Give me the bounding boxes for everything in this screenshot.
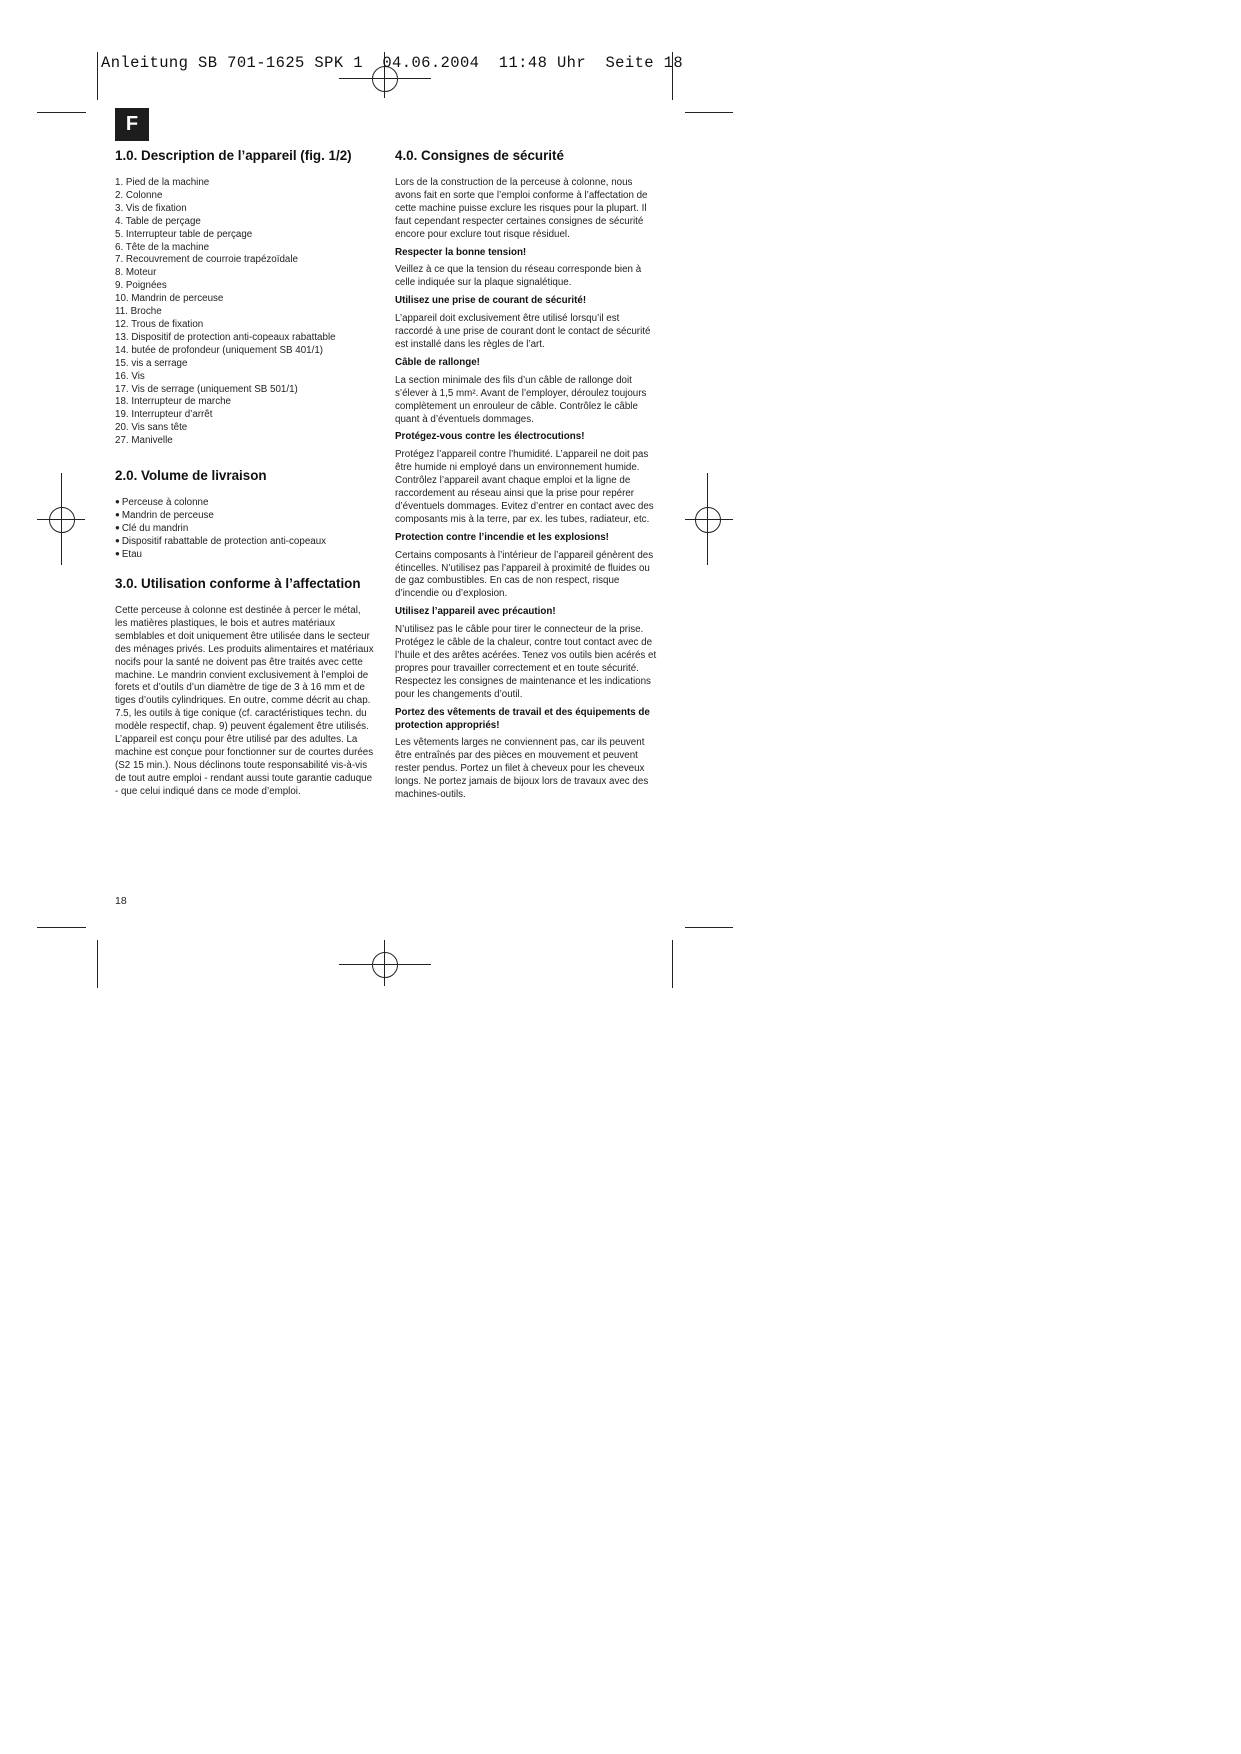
description-list-item: 19. Interrupteur d’arrêt [115, 409, 213, 421]
registration-mark-left-v [61, 473, 62, 565]
safety-paragraph: Protégez l’appareil contre l’humidité. L’appareil ne doit pas être humide ni employé dans un environnement humide. Contrôlez l’appareil avant chaque emploi et la ligne de raccordement au réseau ainsi que la prise pour repérer d’éventuels dommages. Evitez d’entrer en contact avec des composants mis à la terre, par ex. les tubes, radiateur, etc. [395, 449, 654, 525]
description-list-item: 27. Manivelle [115, 435, 173, 447]
delivery-list-item: ● Mandrin de perceuse [115, 510, 375, 523]
description-list-item: 12. Trous de fixation [115, 318, 204, 330]
language-tab: F [115, 108, 149, 141]
description-list-item: 1. Pied de la machine [115, 177, 210, 188]
safety-subheading: Respecter la bonne tension! [395, 246, 527, 258]
page-number: 18 [115, 895, 127, 907]
registration-mark-top-h [339, 78, 431, 79]
description-list-container [115, 177, 375, 448]
safety-paragraph: L’appareil doit exclusivement être utilisé lorsqu’il est raccordé à une prise de courant dont le contact de sécurité est installé dans les règles de l’art. [395, 313, 651, 350]
safety-intro: Lors de la construction de la perceuse à colonne, nous avons fait en sorte que l’emploi conforme à l’affectation de cette machine puisse exclure les risques pour la plupart. Il faut cependant respecter certaines consignes de sécurité encore pour exclure tout risque résiduel. [395, 177, 648, 240]
section-title-safety: 4.0. Consignes de sécurité [395, 148, 564, 163]
safety-subheading: Protection contre l’incendie et les explosions! [395, 531, 609, 543]
description-list-item: 8. Moteur [115, 267, 157, 279]
safety-text-block [395, 177, 657, 807]
safety-paragraph: Certains composants à l’intérieur de l’appareil génèrent des étincelles. N’utilisez pas l’appareil à proximité de fluides ou de gaz combustibles. En cas de non respect, risque d’incendie ou d’explosion. [395, 549, 654, 600]
safety-subheading: Utilisez l’appareil avec précaution! [395, 606, 556, 618]
section-title-delivery: 2.0. Volume de livraison [115, 468, 267, 483]
delivery-list-container [115, 497, 375, 562]
crop-mark-bottom-right-horizontal [685, 927, 733, 928]
description-list-item: 5. Interrupteur table de perçage [115, 228, 253, 240]
description-list [115, 177, 375, 448]
description-list-item: 2. Colonne [115, 189, 163, 201]
usage-paragraph: Cette perceuse à colonne est destinée à percer le métal, les matières plastiques, le bois et autres matériaux semblables et doit uniquement être utilisée dans le secteur des ménages privés. Les produits alimentaires et matériaux nocifs pour la santé ne doivent pas être traités avec cette machine. Le mandrin convient exclusivement à l’emploi de forets et d’outils d’un diamètre de tige de 3 à 16 mm et de tiges d’outils cylindriques. En outre, comme décrit au chap. 7.5, les outils à tige conique (cf. caractéristiques techn. du modèle respectif, chap. 9) peuvent également être utilisés. L’appareil est conçu pour être utilisé par des adultes. La machine est conçue pour fonctionner sur de courtes durées (S2 15 min.). Nous déclinons toute responsabilité vis-à-vis de tout autre emploi - rendant aussi toute garantie caduque - que celui indiqué dans ce mode d’emploi. [115, 605, 374, 797]
delivery-list [115, 497, 375, 562]
description-list-item: 17. Vis de serrage (uniquement SB 501/1) [115, 383, 298, 395]
description-list-item: 4. Table de perçage [115, 215, 201, 227]
print-header: Anleitung SB 701-1625 SPK 1 04.06.2004 11:48 Uhr Seite 18 [101, 54, 684, 72]
registration-mark-bottom-v [384, 940, 385, 986]
crop-mark-bottom-right-vertical [672, 940, 673, 988]
section-title-usage: 3.0. Utilisation conforme à l’affectation [115, 576, 361, 591]
registration-mark-right-v [707, 473, 708, 565]
section-title-description: 1.0. Description de l’appareil (fig. 1/2) [115, 148, 352, 163]
description-list-item: 14. butée de profondeur (uniquement SB 401/1) [115, 344, 324, 356]
delivery-list-item: ● Etau [115, 549, 375, 562]
delivery-list-item: ● Perceuse à colonne [115, 497, 375, 510]
description-list-item: 3. Vis de fixation [115, 202, 187, 214]
registration-mark-left [49, 507, 75, 533]
description-list-item: 16. Vis [115, 370, 145, 382]
crop-mark-top-left-vertical [97, 52, 98, 100]
description-list-item: 20. Vis sans tête [115, 422, 188, 434]
registration-mark-right [695, 507, 721, 533]
description-list-item: 7. Recouvrement de courroie trapézoïdale [115, 254, 298, 266]
crop-mark-top-right-horizontal [685, 112, 733, 113]
registration-mark-bottom-h [339, 964, 431, 965]
safety-subheading: Portez des vêtements de travail et des équipements de protection appropriés! [395, 706, 650, 731]
description-list-item: 13. Dispositif de protection anti-copeaux rabattable [115, 331, 336, 343]
crop-mark-top-left-horizontal [37, 112, 86, 113]
delivery-list-item: ● Dispositif rabattable de protection anti-copeaux [115, 536, 375, 549]
description-list-item: 18. Interrupteur de marche [115, 396, 231, 408]
description-list-item: 9. Poignées [115, 280, 167, 292]
description-list-item: 15. vis a serrage [115, 357, 188, 369]
usage-text-block [115, 605, 375, 804]
description-list-item: 6. Tête de la machine [115, 241, 210, 253]
safety-subheading: Protégez-vous contre les électrocutions! [395, 431, 585, 443]
safety-subheading: Utilisez une prise de courant de sécurité! [395, 295, 587, 307]
safety-paragraph: Veillez à ce que la tension du réseau corresponde bien à celle indiquée sur la plaque signalétique. [395, 264, 642, 289]
safety-paragraph: N’utilisez pas le câble pour tirer le connecteur de la prise. Protégez le câble de la chaleur, contre tout contact avec de l’huile et des arêtes acérées. Tenez vos outils bien acérés et propres pour travailler correctement et en toute sécurité. Respectez les consignes de maintenance et les indications pour les changements d’outil. [395, 624, 657, 700]
description-list-item: 10. Mandrin de perceuse [115, 293, 224, 305]
delivery-list-item: ● Clé du mandrin [115, 523, 375, 536]
crop-mark-bottom-left-horizontal [37, 927, 86, 928]
safety-paragraph: Les vêtements larges ne conviennent pas, car ils peuvent être entraînés par des pièces en mouvement et peuvent rester pendus. Portez un filet à cheveux pour les cheveux longs. Ne portez jamais de bijoux lors de travaux avec des machines-outils. [395, 737, 649, 801]
crop-mark-bottom-left-vertical [97, 940, 98, 988]
description-list-item: 11. Broche [115, 306, 162, 318]
safety-paragraph: La section minimale des fils d’un câble de rallonge doit s’élever à 1,5 mm². Avant de l’employer, déroulez toujours complètement un enrouleur de câble. Contrôlez le câble quant à d’éventuels dommages. [395, 374, 647, 425]
registration-mark-bottom [372, 952, 398, 978]
registration-mark-right-h [685, 519, 733, 520]
safety-subheading: Câble de rallonge! [395, 356, 480, 368]
